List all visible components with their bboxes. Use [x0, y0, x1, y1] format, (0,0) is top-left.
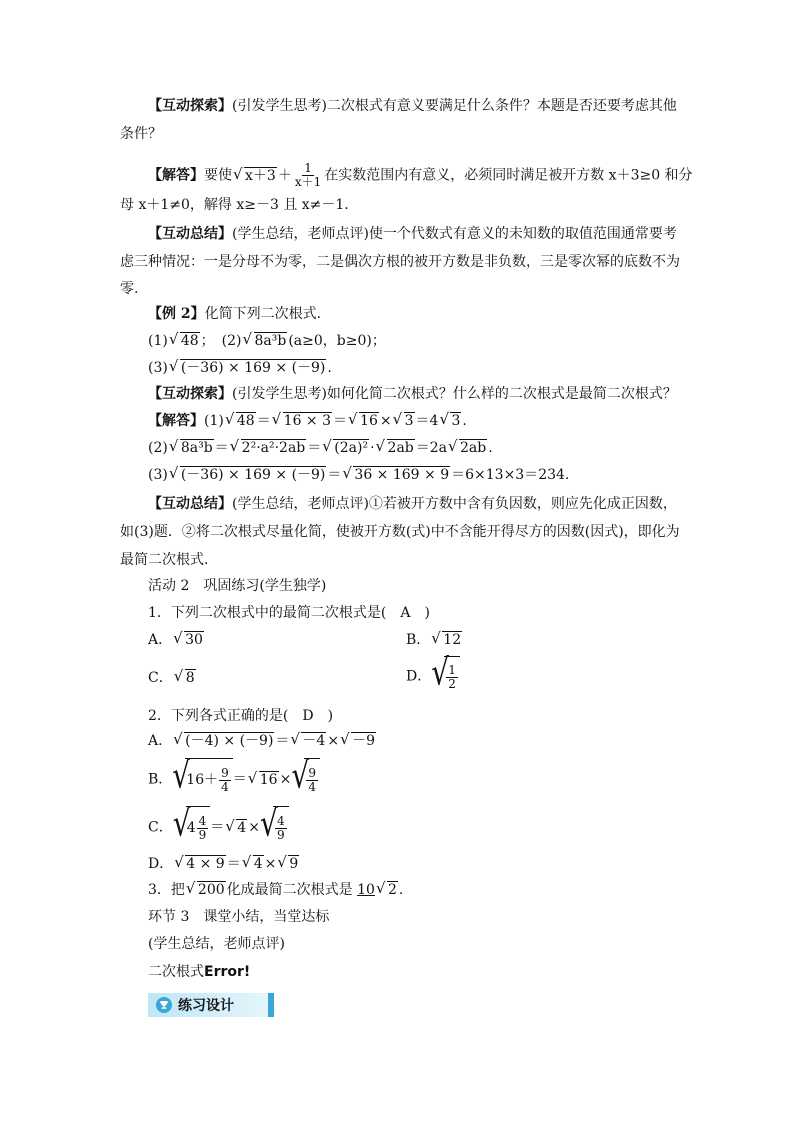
section-3-heading: 环节 3 课堂小结，当堂达标 — [148, 909, 330, 925]
exercise-2-option-c: C．√ 4 $\frac{4}{9}$ ＝√ 4 × √ $\frac{4}{9}$ — [148, 806, 289, 849]
radical: √ 4 — [225, 807, 247, 849]
radical: √ 30 — [173, 630, 204, 650]
exercise-1-option-b: B．√ 12 — [406, 630, 463, 650]
radical: √ 16 — [248, 759, 279, 801]
banner-tail — [268, 993, 274, 1017]
radical — [431, 656, 460, 697]
exercise-1-option-a: A．√ 30 — [148, 630, 205, 650]
example-2-q3: (3)√ (－36) × 169 × (－9) . — [148, 358, 332, 378]
exercise-2-option-d: D．√ 4 × 9 ＝√ 4 ×√ 9 — [148, 854, 300, 874]
radical: √ 4 × 9 — [174, 854, 225, 874]
error-line: 二次根式Error! — [148, 964, 251, 980]
paragraph-summary-1: 【互动总结】(学生总结，老师点评)使一个代数式有意义的未知数的取值范围通常要考 — [148, 226, 677, 242]
radical: √ (－36) × 169 × (－9) — [169, 465, 327, 485]
fraction: $\frac{4}{9}$ — [198, 813, 207, 842]
practice-design-banner — [148, 993, 268, 1017]
exercise-2-option-a: A．√ (－4) × (－9) ＝√ －4 ×√ －9 — [148, 731, 377, 751]
paragraph-summary-1-cont1: 虑三种情况：一是分母不为零，二是偶次方根的被开方数是非负数，三是零次幂的底数不为 — [120, 254, 680, 270]
paragraph-summary-2-cont2: 最简二次根式. — [120, 552, 209, 568]
paragraph-summary-1-cont2: 零. — [120, 281, 139, 297]
paragraph-answer-1: 【解答】要使√ x＋3 ＋ $\frac{1}{x+1}$ 在实数范围内有意义，必须同时满足被开方数 x＋3≥0 和分 — [148, 162, 693, 189]
exercise-3-answer: 10√ 2 — [357, 882, 399, 898]
solution-2: (2)√ 8a³b ＝√ 2²·a²·2ab ＝√ (2a)² ·√ 2ab ＝2a√ 2ab . — [148, 438, 493, 458]
example-2-q1-q2: (1)√ 48 ； (2)√ 8a³b (a≥0，b≥0)； — [148, 331, 386, 351]
radical: √ －9 — [340, 731, 376, 751]
radical: √ (－36) × 169 × (－9) — [169, 358, 327, 378]
radical: √ 8 — [174, 668, 196, 688]
radical: √ 3 — [393, 411, 415, 431]
exercise-1-option-c: C．√ 8 — [148, 668, 197, 688]
radical: √ 12 — [431, 630, 462, 650]
radical: √ 4 — [242, 854, 264, 874]
radical: √ 9 — [277, 854, 299, 874]
solution-1: 【解答】(1)√ 48 ＝√ 16 × 3 ＝√ 16 ×√ 3 ＝4√ 3 . — [148, 411, 467, 431]
solution-3: (3)√ (－36) × 169 × (－9) ＝√ 36 × 169 × 9 ＝6×13×3＝234. — [148, 465, 569, 485]
paragraph-summary-2: 【互动总结】(学生总结，老师点评)①若被开方数中含有负因数，则应先化成正因数， — [148, 496, 677, 512]
exercise-2-stem: 2．下列各式正确的是( D ) — [148, 708, 334, 724]
fraction: √ $\frac{9}{4}$ — [308, 765, 316, 794]
radical: √ 16 — [348, 411, 379, 431]
banner-title: 练习设计 — [178, 998, 234, 1014]
radical — [260, 806, 289, 849]
radical: √ 8a³b — [243, 331, 288, 351]
radical: √ 16＋ $\frac{9}{4}$ — [172, 758, 232, 801]
radical: √ 2²·a²·2ab — [230, 438, 307, 458]
activity-2-heading: 活动 2 巩固练习(学生独学) — [148, 578, 327, 594]
radical: √ 4 $\frac{4}{9}$ — [173, 806, 211, 849]
paragraph-summary-2-cont1: 如(3)题．②将二次根式尽量化简，使被开方数(式)中不含能开得尽方的因数(因式)，即化为 — [120, 524, 680, 540]
radical: √ x＋3 — [233, 166, 277, 186]
trophy-icon — [156, 997, 172, 1013]
exercise-1-option-d: D． √ $\frac{1}{2}$ — [406, 656, 460, 697]
radical: √ －4 — [290, 731, 326, 751]
exercise-2-option-b: B．√ 16＋ $\frac{9}{4}$ ＝√ 16 × √ $\frac{9}{4}$ — [148, 758, 320, 801]
fraction: √ $\frac{1}{2}$ — [448, 662, 456, 691]
example-2-heading: 【例 2】化简下列二次根式. — [148, 306, 322, 322]
radical: √ 16 × 3 — [272, 411, 332, 431]
radical: √ 8a³b — [169, 438, 214, 458]
paragraph-explore-2: 【互动探索】(引发学生思考)如何化简二次根式？什么样的二次根式是最简二次根式？ — [148, 386, 677, 402]
radical — [291, 758, 320, 801]
radical: √ 2ab — [376, 438, 415, 458]
fraction: √ $\frac{4}{9}$ — [276, 813, 285, 842]
radical: √ 2 — [376, 880, 398, 900]
radical: √ 200 — [186, 880, 226, 900]
fraction: $\frac{1}{x+1}$ — [294, 161, 322, 189]
exercise-3: 3．把√ 200 化成最简二次根式是 10√ 2 . — [148, 880, 403, 900]
radical: √ 3 — [439, 411, 461, 431]
radical: √ (2a)² — [322, 438, 369, 458]
radical: √ 48 — [169, 331, 200, 351]
exercise-1-stem: 1．下列二次根式中的最简二次根式是( A ) — [148, 605, 430, 621]
radical: √ 48 — [225, 411, 256, 431]
radical: √ 36 × 169 × 9 — [342, 465, 450, 485]
paragraph-answer-1-cont: 母 x＋1≠0，解得 x≥－3 且 x≠－1. — [120, 197, 349, 213]
radical: √ (－4) × (－9) — [173, 731, 274, 751]
summary-note: (学生总结，老师点评) — [148, 936, 285, 952]
fraction: $\frac{9}{4}$ — [221, 765, 229, 794]
paragraph-explore-1-cont: 条件？ — [120, 126, 162, 142]
paragraph-explore-1: 【互动探索】(引发学生思考)二次根式有意义要满足什么条件？本题是否还要考虑其他 — [148, 98, 677, 114]
radical: √ 2ab — [448, 438, 487, 458]
